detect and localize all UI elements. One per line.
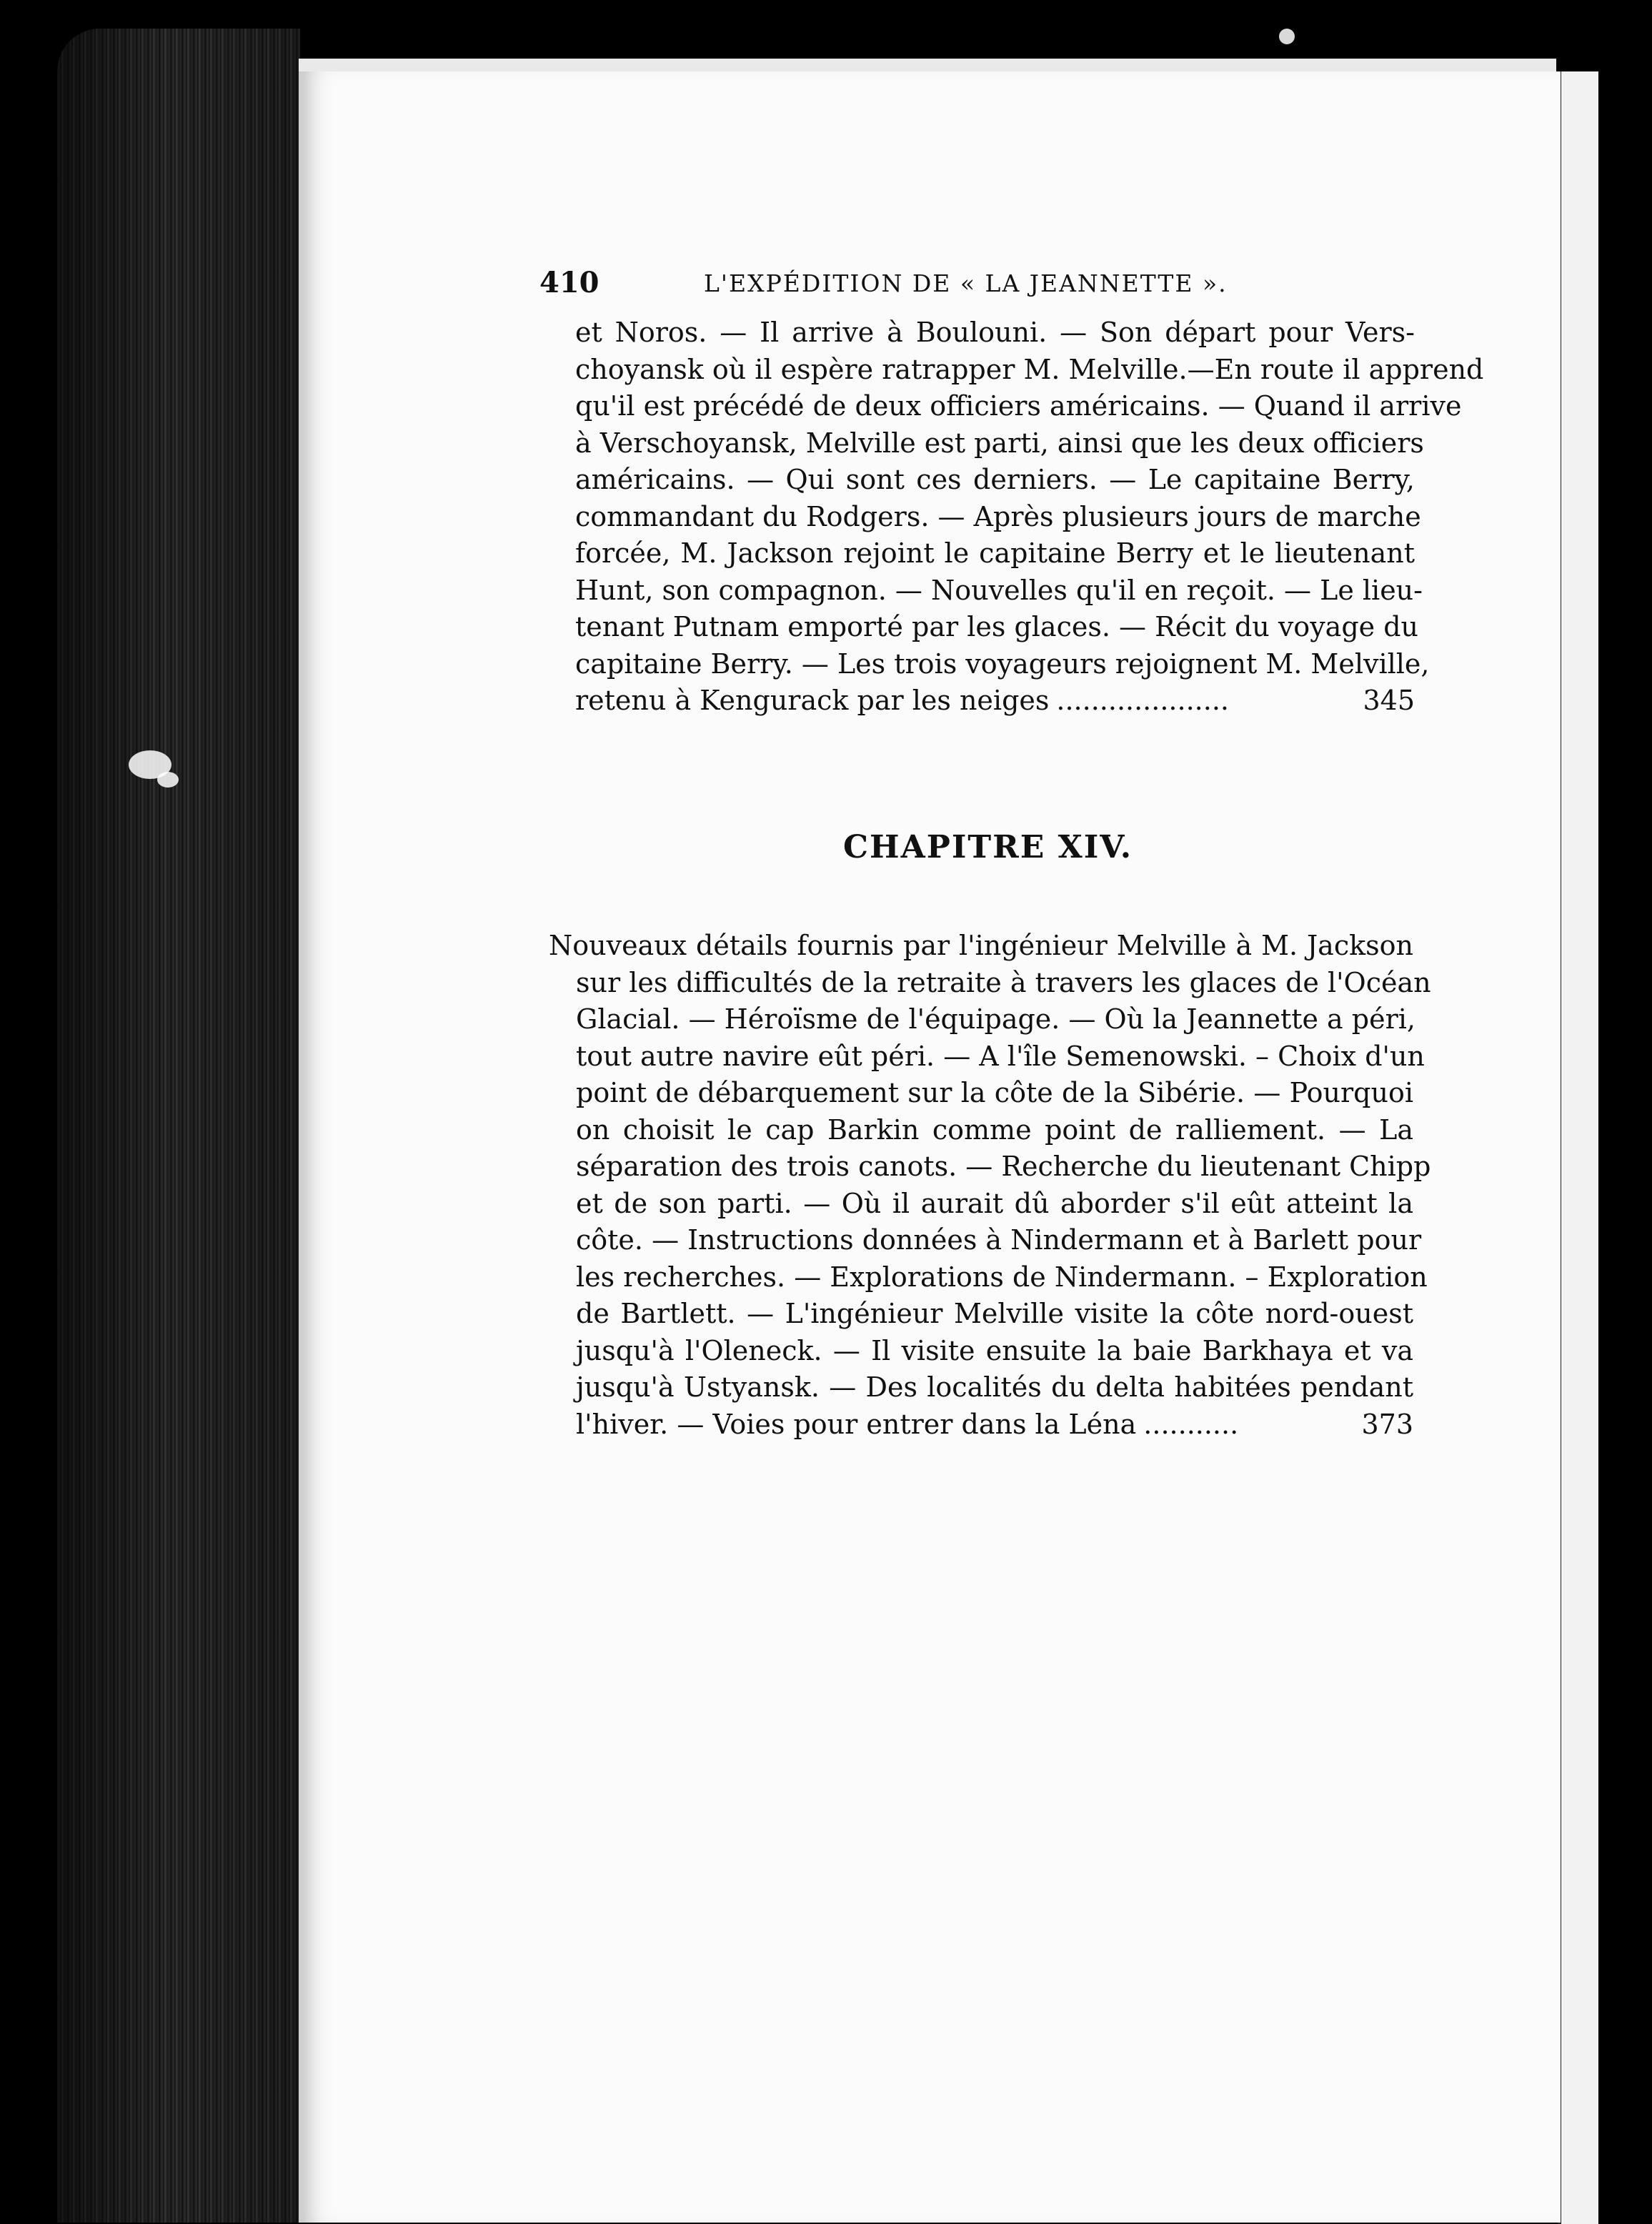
chapter-summary-line: jusqu'à Ustyansk. — Des localités du delta habitées pendant: [576, 1371, 1413, 1403]
summary-line: à Verschoyansk, Melville est parti, ainsi que les deux officiers: [575, 427, 1424, 459]
chapter-summary-line: séparation des trois canots. — Recherche du lieutenant Chipp: [576, 1151, 1431, 1182]
dot-leader: ....................: [1056, 685, 1229, 716]
running-title: L'EXPÉDITION DE « LA JEANNETTE ».: [704, 269, 1228, 297]
chapter-summary-line: Nouveaux détails fournis par l'ingénieur Melville à M. Jackson: [549, 930, 1413, 961]
chapter-summary-line: Glacial. — Héroïsme de l'équipage. — Où la Jeannette a péri,: [576, 1003, 1415, 1035]
previous-chapter-summary: [575, 314, 1484, 720]
summary-line: tenant Putnam emporté par les glaces. — Récit du voyage du: [575, 611, 1419, 642]
summary-line: commandant du Rodgers. — Après plusieurs jours de marche: [575, 500, 1421, 532]
summary-line: Hunt, son compagnon. — Nouvelles qu'il en reçoit. — Le lieu-: [575, 574, 1423, 606]
chapter-summary: [549, 928, 1431, 1443]
summary-line: américains. — Qui sont ces derniers. — Le capitaine Berry,: [575, 464, 1415, 495]
summary-last-line: [575, 682, 1415, 720]
fore-edge-shadow: [57, 29, 300, 2223]
toc-page-reference: 373: [1361, 1408, 1413, 1440]
chapter-heading: CHAPITRE XIV.: [843, 829, 1133, 865]
toc-page-reference: 345: [1363, 685, 1415, 716]
facing-page-edge: [1558, 71, 1598, 2224]
chapter-summary-line: jusqu'à l'Oleneck. — Il visite ensuite la baie Barkhaya et va: [576, 1334, 1413, 1366]
chapter-summary-line: côte. — Instructions données à Nindermann et à Barlett pour: [576, 1224, 1422, 1256]
chapter-summary-line: et de son parti. — Où il aurait dû aborder s'il eût atteint la: [576, 1187, 1413, 1219]
chapter-summary-last-line: [576, 1406, 1413, 1444]
page-number: 410: [539, 266, 599, 299]
scan-artifact: [157, 772, 179, 788]
chapter-summary-line: on choisit le cap Barkin comme point de ralliement. — La: [576, 1113, 1413, 1146]
scan-artifact: [1279, 29, 1295, 44]
chapter-summary-line: de Bartlett. — L'ingénieur Melville visite la côte nord-ouest: [576, 1298, 1413, 1329]
chapter-summary-line: point de débarquement sur la côte de la Sibérie. — Pourquoi: [576, 1077, 1413, 1108]
chapter-summary-line: sur les difficultés de la retraite à travers les glaces de l'Océan: [576, 966, 1431, 998]
summary-line: choyansk où il espère ratrapper M. Melville.—En route il apprend: [575, 353, 1484, 385]
summary-line: et Noros. — Il arrive à Boulouni. — Son départ pour Vers-: [575, 317, 1415, 348]
chapter-summary-line: les recherches. — Explorations de Nindermann. – Exploration: [576, 1261, 1428, 1293]
summary-line: capitaine Berry. — Les trois voyageurs rejoignent M. Melville,: [575, 647, 1430, 680]
summary-last-line-text: retenu à Kengurack par les neiges: [575, 685, 1050, 716]
summary-line: forcée, M. Jackson rejoint le capitaine Berry et le lieutenant: [575, 537, 1415, 569]
chapter-summary-line: tout autre navire eût péri. — A l'île Semenowski. – Choix d'un: [576, 1040, 1425, 1072]
chapter-summary-last-line-text: l'hiver. — Voies pour entrer dans la Léna: [576, 1408, 1137, 1440]
dot-leader: ...........: [1143, 1408, 1239, 1440]
summary-line: qu'il est précédé de deux officiers américains. — Quand il arrive: [575, 390, 1462, 422]
